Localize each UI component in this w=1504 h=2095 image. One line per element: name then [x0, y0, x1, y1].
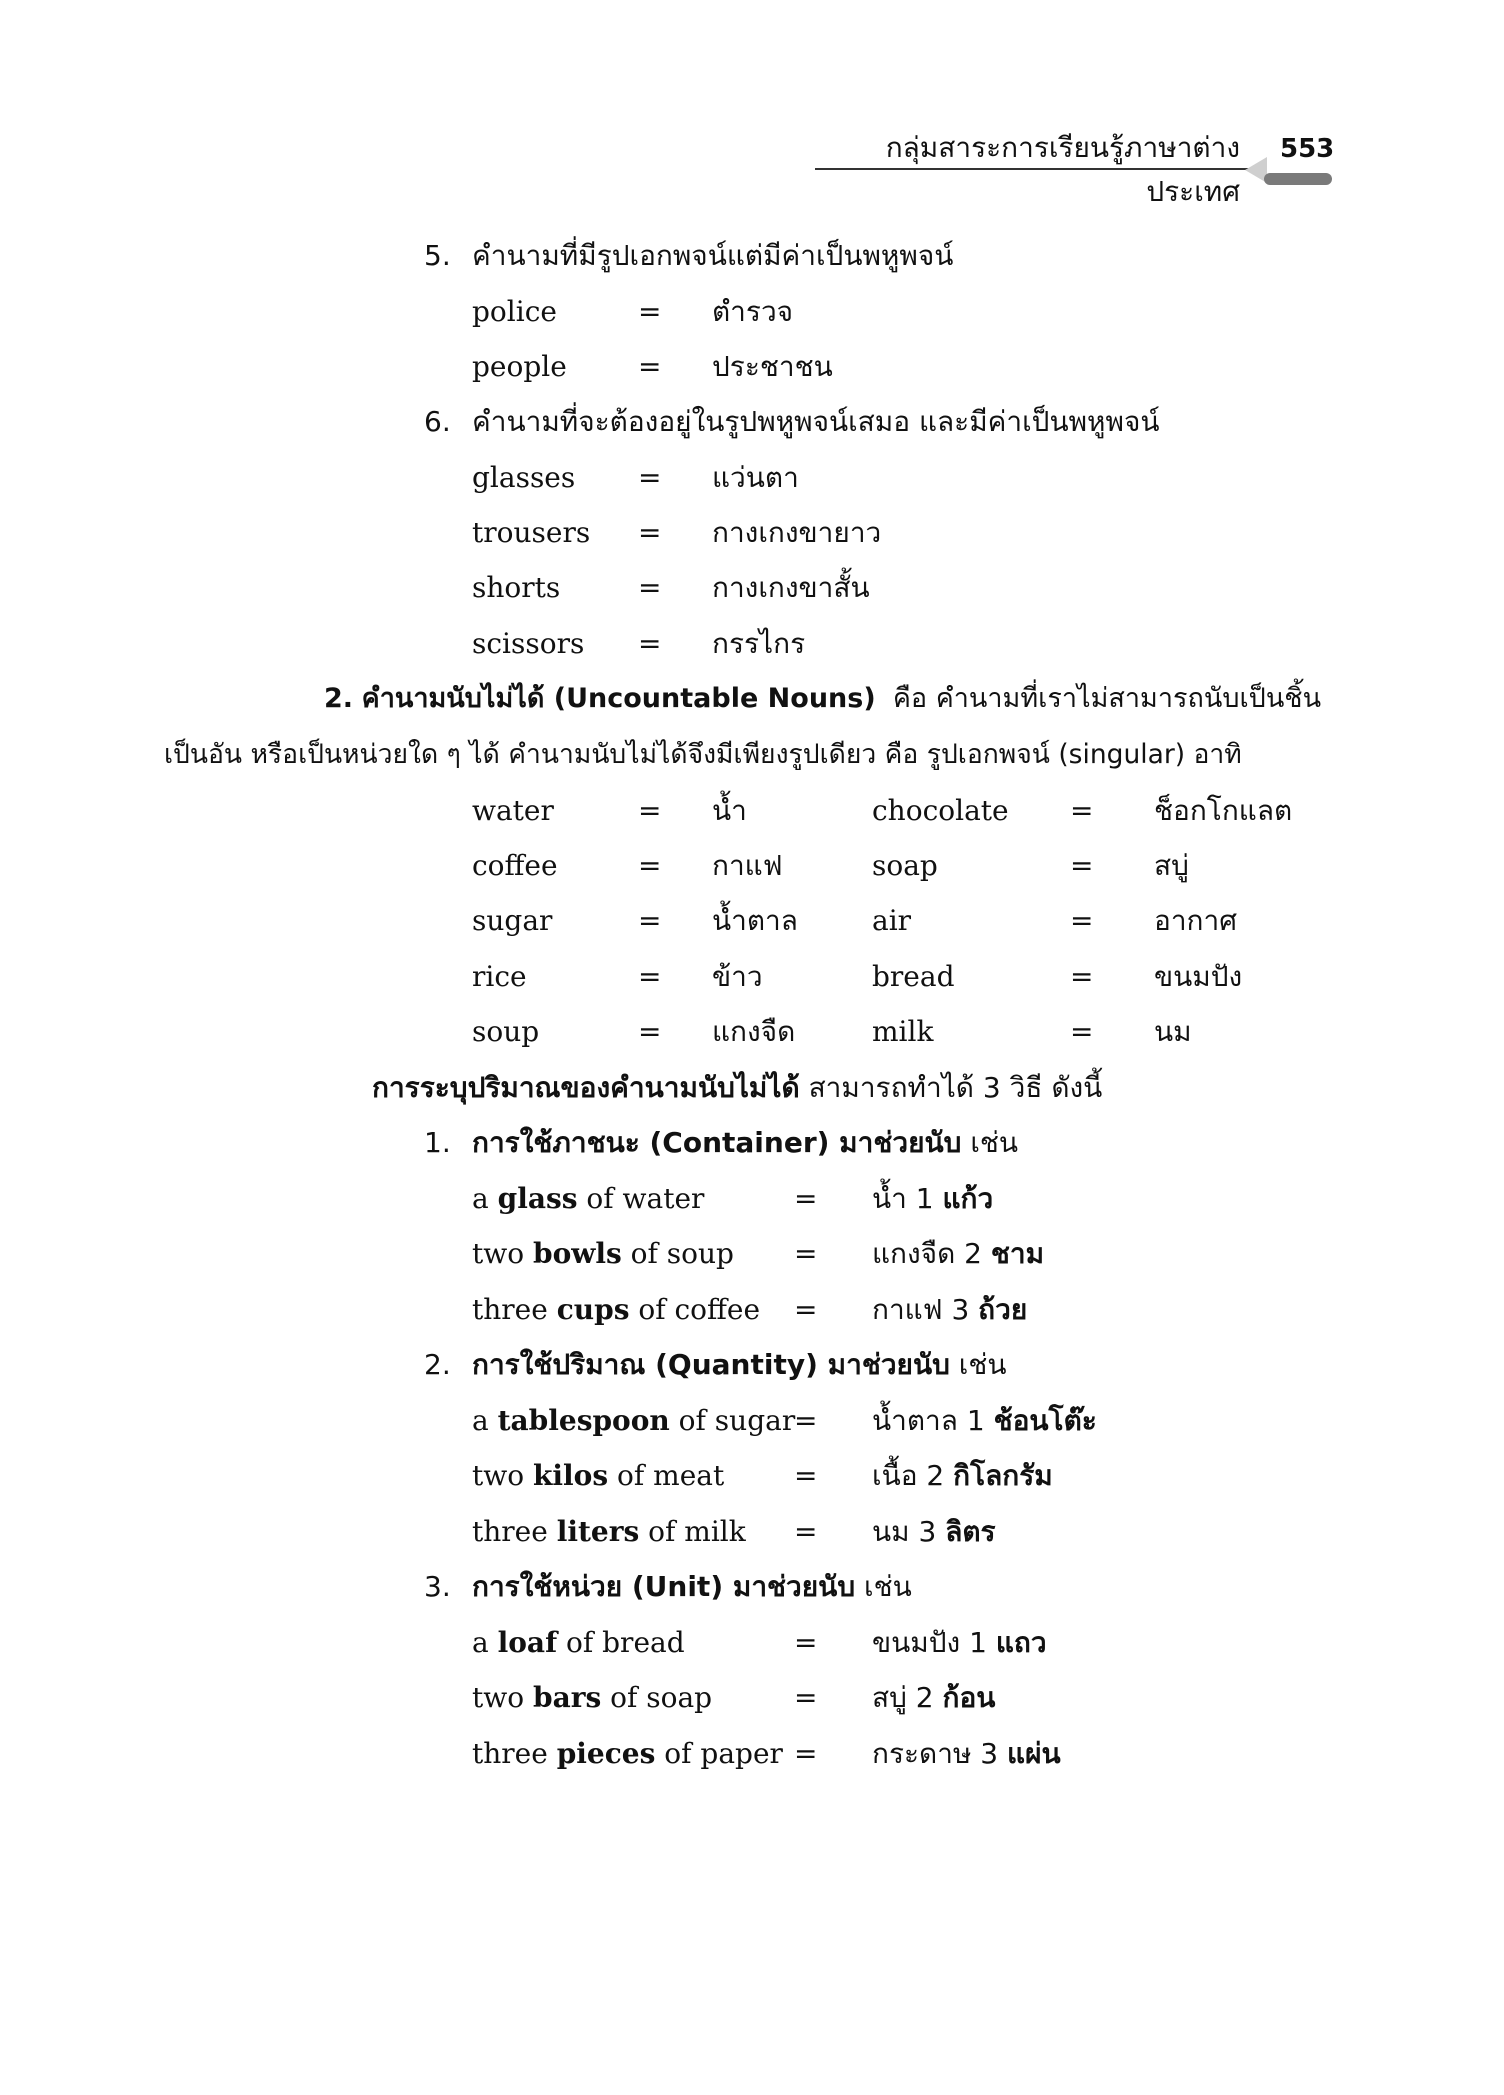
table-row: two kilos of meat = เนื้อ 2 กิโลกรัม: [472, 1459, 1053, 1492]
table-row: a glass of water = น้ำ 1 แก้ว: [472, 1182, 994, 1215]
table-row: a tablespoon of sugar = น้ำตาล 1 ช้อนโต๊ะ: [472, 1404, 1097, 1437]
table-row: people = ประชาชน: [472, 350, 833, 383]
table-row: sugar = น้ำตาล air = อากาศ: [472, 904, 1237, 937]
table-row: water = น้ำ chocolate = ช็อกโกแลต: [472, 794, 1293, 827]
quantify-intro: การระบุปริมาณของคำนามนับไม่ได้ สามารถทำได้ 3 วิธี ดังนี้: [372, 1071, 1103, 1104]
header-title: กลุ่มสาระการเรียนรู้ภาษาต่างประเทศ: [885, 131, 1240, 208]
table-row: two bars of soap = สบู่ 2 ก้อน: [472, 1681, 996, 1714]
page-number: 553: [1280, 134, 1335, 164]
table-row: rice = ข้าว bread = ขนมปัง: [472, 960, 1243, 993]
table-row: trousers = กางเกงขายาว: [472, 516, 882, 549]
table-row: three cups of coffee = กาแฟ 3 ถ้วย: [472, 1293, 1028, 1326]
table-row: three pieces of paper = กระดาษ 3 แผ่น: [472, 1737, 1061, 1770]
table-row: coffee = กาแฟ soap = สบู่: [472, 849, 1189, 882]
header-rule: [815, 168, 1255, 170]
table-row: three liters of milk = นม 3 ลิตร: [472, 1515, 996, 1548]
table-row: police = ตำรวจ: [472, 295, 794, 328]
table-row: shorts = กางเกงขาสั้น: [472, 571, 870, 604]
section-5-title: 5. คำนามที่มีรูปเอกพจน์แต่มีค่าเป็นพหูพจน์: [424, 239, 954, 272]
method-2-title: 2. การใช้ปริมาณ (Quantity) มาช่วยนับ เช่น: [424, 1348, 1007, 1381]
method-1-title: 1. การใช้ภาชนะ (Container) มาช่วยนับ เช่น: [424, 1126, 1019, 1159]
method-3-title: 3. การใช้หน่วย (Unit) มาช่วยนับ เช่น: [424, 1570, 912, 1603]
table-row: glasses = แว่นตา: [472, 461, 799, 494]
uncountable-heading: 2. คำนามนับไม่ได้ (Uncountable Nouns) คือ คำนามที่เราไม่สามารถนับเป็นชิ้น: [324, 683, 1322, 714]
table-row: a loaf of bread = ขนมปัง 1 แถว: [472, 1626, 1047, 1659]
section-6-title: 6. คำนามที่จะต้องอยู่ในรูปพหูพจน์เสมอ และมีค่าเป็นพหูพจน์: [424, 405, 1160, 438]
table-row: scissors = กรรไกร: [472, 627, 806, 660]
table-row: soup = แกงจืด milk = นม: [472, 1015, 1192, 1048]
page-number-bar: [1264, 173, 1332, 185]
uncountable-definition: เป็นอัน หรือเป็นหน่วยใด ๆ ได้ คำนามนับไม่ได้จึงมีเพียงรูปเดียว คือ รูปเอกพจน์ (singular) อาทิ: [164, 739, 1242, 770]
table-row: two bowls of soup = แกงจืด 2 ชาม: [472, 1237, 1045, 1270]
